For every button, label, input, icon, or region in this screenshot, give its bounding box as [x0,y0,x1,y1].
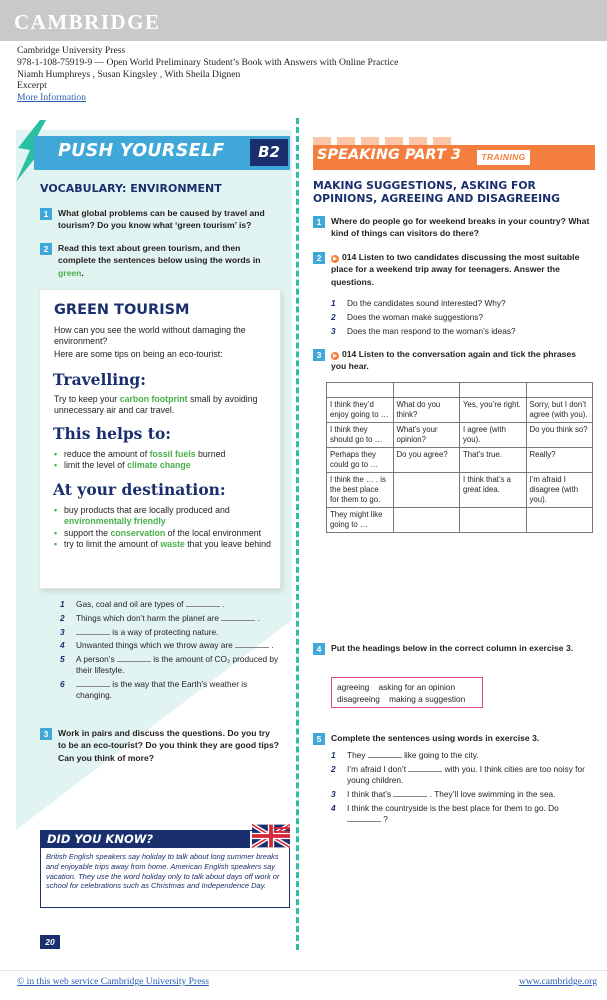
speaking-exercise-1-text: Where do people go for weekend breaks in your country? What kind of things can visitors do there? [331,216,590,239]
exercise-2-text [58,242,278,279]
footer-divider [0,970,607,971]
helps-list [54,449,276,472]
item-number: 6 [60,679,65,690]
excerpt-label: Excerpt [17,80,47,92]
table-cell[interactable] [393,508,460,533]
audio-icon[interactable]: ▶ [331,255,339,263]
sentence-text: is the amount of CO₂ produced by their lifestyle. [76,654,279,676]
list-item [54,460,276,471]
exercise-number: 2 [313,252,325,264]
item-number: 3 [331,325,336,336]
answer-blank[interactable] [186,599,220,607]
table-cell[interactable]: What’s your opinion? [393,423,460,448]
helps-1-b: burned [195,449,226,459]
dest-2-a: support the [64,527,111,538]
answer-blank[interactable] [408,764,442,772]
did-you-know-title: DID YOU KNOW? [40,830,250,848]
sentence-text: . [219,599,225,609]
list-item [60,613,282,624]
card-heading-destination: At your destination: [53,480,226,499]
sentence-text: Gas, coal and oil are types of [76,599,186,609]
answer-blank[interactable] [235,640,269,648]
vocabulary-heading: VOCABULARY: ENVIRONMENT [40,182,222,195]
list-item [60,627,282,638]
did-you-know-text: British English speakers say holiday to talk about long summer breaks and enjoyable trips away from home. American English speakers say vacation. They use the word holiday only to talk about days off work or school for celebrations such as Christmas and Independence Day. [46,852,280,891]
keyword-conservation: conservation [110,527,166,538]
exercise-2-instructions: Listen to two candidates discussing the most suitable place for a weekend trip away for teenagers. Answer the questions. [331,252,580,287]
card-heading-helps: This helps to: [53,424,172,443]
answer-blank[interactable] [368,750,402,758]
list-item [54,539,276,550]
sentence-text: ? [381,813,388,824]
item-number: 4 [331,802,336,813]
speaking-banner-stripes [313,137,453,145]
table-cell[interactable]: I think they’d enjoy going to … [327,398,394,423]
audio-icon[interactable]: ▶ [331,352,339,360]
sentence-text: . They’ll love swimming in the sea. [427,788,556,799]
keyword-waste: waste [160,539,185,550]
table-cell[interactable]: I agree (with you). [460,423,527,448]
copyright-link[interactable]: © in this web service Cambridge University Press [17,976,209,987]
table-cell[interactable]: Perhaps they could go to … [327,448,394,473]
card-intro-2: Here are some tips on being an eco-tourist: [54,349,223,359]
table-cell[interactable] [526,508,593,533]
question-text: Does the man respond to the woman’s ideas? [347,325,516,336]
dest-2-b: of the local environment [165,527,262,538]
travel-text-a: Try to keep your [54,394,120,404]
list-item [60,599,282,610]
exercise-number: 3 [313,349,325,361]
table-row [327,473,593,508]
table-cell[interactable]: Do you agree? [393,448,460,473]
keyword-fossil-fuels: fossil fuels [149,449,196,459]
list-item [54,505,276,528]
answer-blank[interactable] [76,679,110,687]
question-text: Do the candidates sound interested? Why? [347,298,506,308]
answer-blank[interactable] [76,627,110,635]
exercise-number: 5 [313,733,325,745]
list-item [331,312,593,323]
list-item [54,528,276,539]
table-cell[interactable]: I think they should go to … [327,423,394,448]
page-number: 20 [40,935,60,949]
speaking-heading: MAKING SUGGESTIONS, ASKING FOR OPINIONS, AGREEING AND DISAGREEING [313,179,561,205]
helps-1-a: reduce the amount of [64,449,150,459]
item-number: 1 [60,599,65,609]
item-number: 5 [60,654,65,665]
table-cell[interactable]: Do you think so? [526,423,593,448]
table-cell[interactable]: I think that’s a great idea. [460,473,527,508]
table-cell[interactable]: I think the … . is the best place for them to go. [327,473,394,508]
exercise-3-text: Work in pairs and discuss the questions. Do you try to be an eco-tourist? Do you think they are good tips? Can you think of more? [58,728,280,763]
list-item [331,326,593,337]
uk-us-flag-icon [252,824,290,848]
speaking-exercise-3-text [331,348,593,373]
dest-1-a: buy products that are locally produced and [64,505,230,515]
table-cell[interactable]: I’m afraid I disagree (with you). [526,473,593,508]
header-cell[interactable] [460,383,527,398]
level-badge: B2 [250,139,288,166]
keyword-carbon-footprint: carbon footprint [119,394,188,404]
table-cell[interactable]: That’s true. [460,448,527,473]
table-cell[interactable]: Sorry, but I don’t agree (with you). [526,398,593,423]
keyword-environmentally-friendly: environmentally friendly [64,516,166,527]
dest-3-a: try to limit the amount of [64,539,161,550]
speaking-completion-sentences [331,750,593,828]
exercise-2-text-a: Read this text about green tourism, and then complete the sentences below using the words in [58,243,261,266]
dest-3-b: that you leave behind [184,539,271,550]
travel-text-b: small by avoiding unnecessary air and car travel. [54,394,258,416]
item-number: 3 [60,626,65,637]
brand-logo: CAMBRIDGE [14,10,161,34]
table-cell[interactable]: What do you think? [393,398,460,423]
exercise-number: 3 [40,728,52,740]
item-number: 2 [331,763,336,774]
table-row [327,423,593,448]
list-item [60,654,282,676]
card-title: GREEN TOURISM [54,302,190,318]
header-cell[interactable] [327,383,394,398]
authors: Niamh Humphreys , Susan Kingsley , With Sheila Dignen [17,68,241,80]
isbn-title: 978-1-108-75919-9 — Open World Preliminary Student’s Book with Answers with Online Practice [17,56,399,68]
list-item [331,298,593,309]
keyword-climate-change: climate change [127,460,191,471]
card-travel-text [54,394,274,417]
item-number: 2 [60,612,65,623]
speaking-exercise-4-text: Put the headings below in the correct column in exercise 3. [331,643,574,653]
destination-list [54,505,276,551]
sentence-text: like going to the city. [401,750,479,760]
publisher: Cambridge University Press [17,45,126,56]
question-text: Does the woman make suggestions? [347,311,484,322]
sentence-text: is the way that the Earth’s weather is changing. [76,679,248,701]
exercise-number: 1 [313,216,325,228]
audio-track: 014 [342,252,357,262]
exercise-3-instructions: Listen to the conversation again and tick the phrases you hear. [331,349,577,372]
table-row [327,508,593,533]
exercise-number: 4 [313,643,325,655]
speaking-exercise-5-text: Complete the sentences using words in exercise 3. [331,733,540,743]
exercise-2-text-end: . [81,267,84,278]
list-item [54,449,276,460]
sentence-text: Things which don’t harm the planet are [76,612,222,623]
audio-track: 014 [342,349,357,359]
website-link[interactable]: www.cambridge.org [518,976,597,987]
list-item [331,750,593,761]
sentence-text: . [255,612,260,623]
header-cell[interactable] [526,383,593,398]
table-row [327,448,593,473]
phrases-table [326,382,593,533]
table-cell[interactable]: Yes, you’re right. [460,398,527,423]
list-item [60,679,282,701]
helps-2-a: limit the level of [64,460,128,471]
speaking-questions [331,298,593,339]
sentence-text: I think that’s [347,788,394,799]
item-number: 1 [331,750,336,760]
sentence-text: I’m afraid I don’t [347,763,409,774]
exercise-number: 2 [40,243,52,255]
table-cell[interactable] [460,508,527,533]
card-heading-travelling: Travelling: [53,370,146,389]
vocab-sentences [60,599,282,704]
training-badge: TRAINING [477,150,530,165]
speaking-exercise-2-text [331,251,593,288]
sentence-text: with you. I think cities are too noisy for young children. [347,763,585,785]
sentence-text: . [269,640,274,651]
exercise-2-text-green: green [58,267,82,278]
table-header-row [327,383,593,398]
sentence-text: I think the countryside is the best place for them to go. Do [347,802,559,813]
item-number: 4 [60,640,65,651]
answer-blank[interactable] [221,613,255,621]
answer-blank[interactable] [117,654,151,662]
sentence-text: A person’s [76,654,117,665]
list-item [60,640,282,651]
list-item [331,803,593,825]
sentence-text: Unwanted things which we throw away are [76,640,236,651]
exercise-number: 1 [40,208,52,220]
answer-blank[interactable] [347,814,381,822]
list-item [331,789,593,800]
sentence-text: is a way of protecting nature. [110,626,219,637]
card-intro-1: How can you see the world without damaging the environment? [54,325,246,347]
speaking-title: SPEAKING PART 3 [317,147,461,163]
item-number: 1 [331,298,336,308]
headings-box [331,677,483,708]
table-cell[interactable]: Really? [526,448,593,473]
sentence-text: They [347,750,368,760]
table-row [327,398,593,423]
column-divider [296,118,299,950]
exercise-1-text: What global problems can be caused by travel and tourism? Do you know what ‘green tourism’ is? [58,208,265,231]
more-information-link[interactable]: More Information [17,92,87,104]
brand-bar [0,0,607,41]
headings-line-1: agreeing asking for an opinion [337,682,456,692]
header-cell[interactable] [393,383,460,398]
table-cell[interactable] [393,473,460,508]
answer-blank[interactable] [393,789,427,797]
item-number: 3 [331,788,336,799]
headings-line-2: disagreeing making a suggestion [337,694,466,704]
book-metadata [17,45,398,104]
table-cell[interactable]: They might like going to … [327,508,394,533]
list-item [331,764,593,786]
item-number: 2 [331,311,336,322]
push-yourself-title: PUSH YOURSELF [58,141,225,161]
